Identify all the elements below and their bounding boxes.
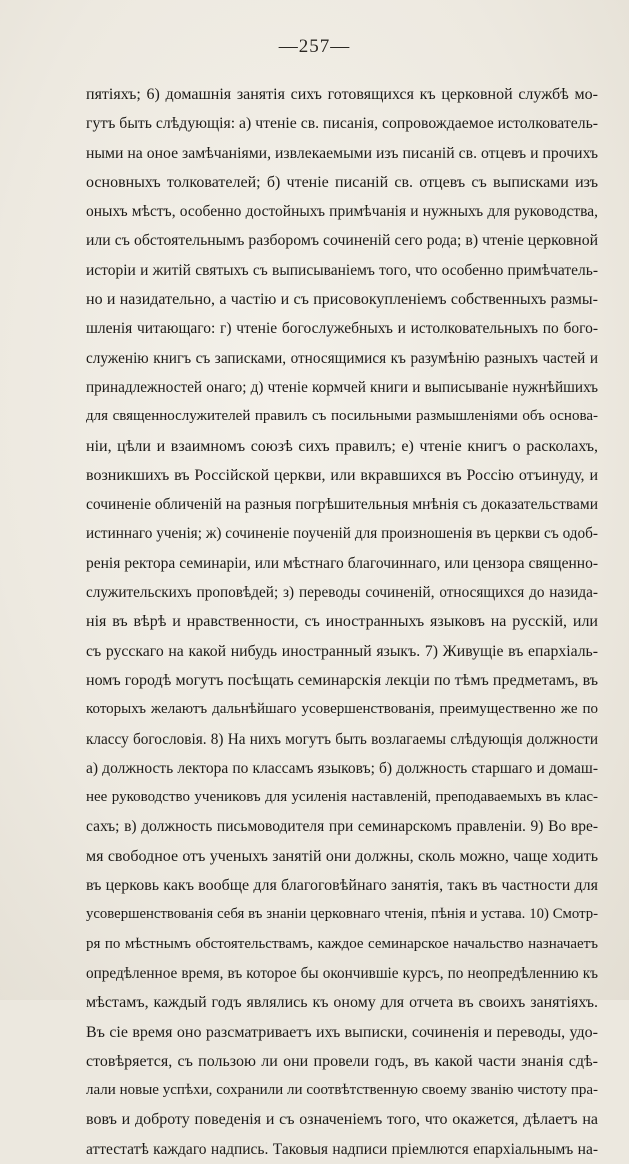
text-line: стовѣряется, съ пользою ли они провели годъ, въ какой части знанія сдѣ- xyxy=(86,1052,598,1070)
text-line: шленія читающаго: г) чтеніе богослужебныхъ и истолковательныхъ по бого- xyxy=(86,320,598,338)
text-line: номъ городѣ могутъ посѣщать семинарскія лекціи по тѣмъ предметамъ, въ xyxy=(86,671,598,689)
text-line: основныхъ толкователей; б) чтеніе писаній св. отцевъ съ выписками изъ xyxy=(86,173,598,191)
text-line: исторіи и житій святыхъ съ выписываніемъ того, что особенно примѣчатель- xyxy=(86,261,598,279)
body-text xyxy=(86,80,598,1164)
text-line: ніи, цѣли и взаимномъ союзѣ сихъ правилъ; е) чтеніе книгъ о расколахъ, xyxy=(86,437,598,455)
text-line: нія въ вѣрѣ и нравственности, съ иностранныхъ языковъ на русскій, или xyxy=(86,613,598,631)
text-line: сахъ; в) должность письмоводителя при семинарскомъ правленіи. 9) Во вре- xyxy=(86,818,598,836)
text-line: но и назидательно, а частію и съ присовокупленіемъ собственныхъ размы- xyxy=(86,291,598,309)
text-line: служительскихъ проповѣдей; з) переводы сочиненій, относящихся до назида- xyxy=(86,584,598,602)
text-line: мѣстамъ, каждый годъ являлись къ оному для отчета въ своихъ занятіяхъ. xyxy=(86,994,598,1012)
text-line: а) должность лектора по классамъ языковъ; б) должность старшаго и домаш- xyxy=(86,759,598,777)
text-line: принадлежностей онаго; д) чтеніе кормчей книги и выписываніе нужнѣйшихъ xyxy=(86,378,598,396)
text-line: съ русскаго на какой нибудь иностранный языкъ. 7) Живущіе въ епархіаль- xyxy=(86,642,598,660)
text-line: лали новые успѣхи, сохранили ли соотвѣтственную своему званію чистоту пра- xyxy=(86,1082,598,1099)
text-line: ря по мѣстнымъ обстоятельствамъ, каждое семинарское начальство назначаетъ xyxy=(86,935,598,952)
page-number: —257— xyxy=(278,36,351,57)
text-line: мя свободное отъ ученыхъ занятій они должны, сколь можно, чаще ходить xyxy=(86,847,598,865)
text-line: которыхъ желаютъ дальнѣйшаго усовершенствованія, преимущественно же по xyxy=(86,701,598,718)
text-line: вовъ и доброту поведенія и съ означеніемъ того, что окажется, дѣлаетъ на xyxy=(86,1111,598,1129)
text-line: усовершенствованія себя въ знаніи церковнаго чтенія, пѣнія и устава. 10) Смотр- xyxy=(86,906,598,923)
text-line: или съ обстоятельнымъ разборомъ сочиненій сего рода; в) чтеніе церковной xyxy=(86,232,598,250)
text-line: ренія ректора семинаріи, или мѣстнаго благочиннаго, или цензора священно- xyxy=(86,554,598,572)
text-line: ными на оное замѣчаніями, извлекаемыми изъ писаній св. отцевъ и прочихъ xyxy=(86,144,598,162)
text-line: оныхъ мѣстъ, особенно достойныхъ примѣчанія и нужныхъ для руководства, xyxy=(86,203,598,221)
text-line: въ церковь какъ вообще для благоговѣйнаго занятія, такъ въ частности для xyxy=(86,877,598,895)
text-line: истиннаго ученія; ж) сочиненіе поученій для произношенія въ церкви съ одоб- xyxy=(86,525,598,543)
text-line: для священнослужителей правилъ съ посильными размышленіями объ основа- xyxy=(86,408,598,425)
text-line: служенію книгъ съ записками, относящимися къ разумѣнію разныхъ частей и xyxy=(86,349,598,367)
text-line: пятіяхъ; 6) домашнія занятія сихъ готовящихся къ церковной службѣ мо- xyxy=(86,86,598,103)
text-line: нее руководство учениковъ для усиленія наставленій, преподаваемыхъ въ клас- xyxy=(86,789,598,806)
text-line: гутъ быть слѣдующія: а) чтеніе св. писанія, сопровождаемое истолкователь- xyxy=(86,115,598,133)
text-line: опредѣленное время, въ которое бы окончившіе курсъ, по неопредѣленнию къ xyxy=(86,964,598,982)
text-line: Въ сіе время оно разсматриваетъ ихъ выписки, сочиненія и переводы, удо- xyxy=(86,1023,598,1041)
text-line: аттестатѣ каждаго надпись. Таковыя надписи пріемлются епархіальнымъ на- xyxy=(86,1140,598,1158)
text-line: возникшихъ въ Россійской церкви, или вкравшихся въ Россію отъинуду, и xyxy=(86,466,598,484)
text-line: классу богословія. 8) На нихъ могутъ быть возлагаемы слѣдующія должности xyxy=(86,730,598,748)
text-line: сочиненіе обличеній на разныя погрѣшительныя мнѣнія съ доказательствами xyxy=(86,496,598,514)
